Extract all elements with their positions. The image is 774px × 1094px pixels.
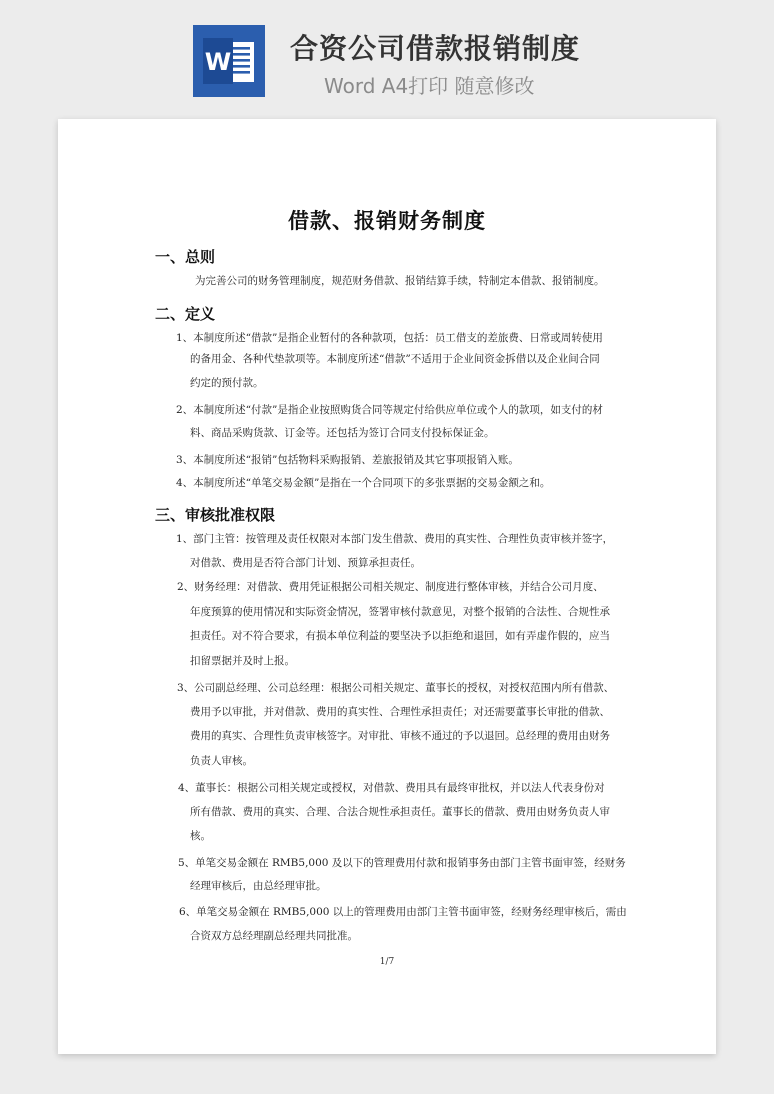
paragraph-line: 1、本制度所述“借款”是指企业暂付的各种款项，包括：员工借支的差旅费、日常或周转使用 [176,332,603,344]
paragraph-line: 扣留票据并及时上报。 [190,655,295,667]
banner-title: 合资公司借款报销制度 [290,32,581,65]
paragraph-line: 所有借款、费用的真实、合理、合法合规性承担责任。董事长的借款、费用由财务负责人审 [190,806,610,818]
paragraph-line: 1、部门主管：按管理及责任权限对本部门发生借款、费用的真实性、合理性负责审核并签字， [176,533,614,545]
section-heading: 二、定义 [155,305,216,323]
paragraph-line: 6、单笔交易金额在 RMB5,000 以上的管理费用由部门主管书面审签，经财务经理审核后，需由 [179,906,627,918]
section-heading: 三、审核批准权限 [155,506,276,524]
header [0,0,774,110]
paragraph-line: 3、公司副总经理、公司总经理：根据公司相关规定、董事长的授权，对授权范围内所有借款、 [177,682,615,694]
paragraph-line: 为完善公司的财务管理制度，规范财务借款、报销结算手续，特制定本借款、报销制度。 [195,275,605,287]
paragraph-line: 2、财务经理：对借款、费用凭证根据公司相关规定、制度进行整体审核，并结合公司月度、 [177,581,604,593]
paragraph-line: 合资双方总经理副总经理共同批准。 [190,930,358,942]
paragraph-line: 核。 [190,830,211,842]
word-document-icon [193,25,265,97]
paragraph-line: 约定的预付款。 [190,377,264,389]
paragraph-line: 4、本制度所述“单笔交易金额”是指在一个合同项下的多张票据的交易金额之和。 [176,477,551,489]
word-icon-letter: W [204,48,232,76]
paragraph-line: 对借款、费用是否符合部门计划、预算承担责任。 [190,557,421,569]
paragraph-line: 经理审核后，由总经理审批。 [190,880,327,892]
paragraph-line: 2、本制度所述“付款”是指企业按照购货合同等规定付给供应单位或个人的款项，如支付的材 [176,404,603,416]
document-title: 借款、报销财务制度 [288,209,486,233]
page-number: 1/7 [379,957,395,967]
paragraph-line: 4、董事长：根据公司相关规定或授权，对借款、费用具有最终审批权，并以法人代表身份对 [178,782,605,794]
paragraph-line: 的备用金、各种代垫款项等。本制度所述“借款”不适用于企业间资金拆借以及企业间合同 [190,353,600,365]
paragraph-line: 费用予以审批，并对借款、费用的真实性、合理性承担责任；对还需要董事长审批的借款、 [190,706,610,718]
paragraph-line: 3、本制度所述“报销”包括物料采购报销、差旅报销及其它事项报销入账。 [176,454,519,466]
paragraph-line: 费用的真实、合理性负责审核签字。对审批、审核不通过的予以退回。总经理的费用由财务 [190,730,610,742]
section-heading: 一、总则 [155,248,216,266]
document-page [58,119,716,1054]
paragraph-line: 5、单笔交易金额在 RMB5,000 及以下的管理费用付款和报销事务由部门主管书面审签，经财务 [178,857,626,869]
paragraph-line: 年度预算的使用情况和实际资金情况，签署审核付款意见，对整个报销的合法性、合规性承 [190,606,610,618]
banner-subtitle: Word A4打印 随意修改 [324,74,535,98]
paragraph-line: 担责任。对不符合要求，有损本单位利益的要坚决予以拒绝和退回，如有弄虚作假的，应当 [190,630,610,642]
paragraph-line: 料、商品采购货款、订金等。还包括为签订合同支付投标保证金。 [190,427,495,439]
paragraph-line: 负责人审核。 [190,755,253,767]
